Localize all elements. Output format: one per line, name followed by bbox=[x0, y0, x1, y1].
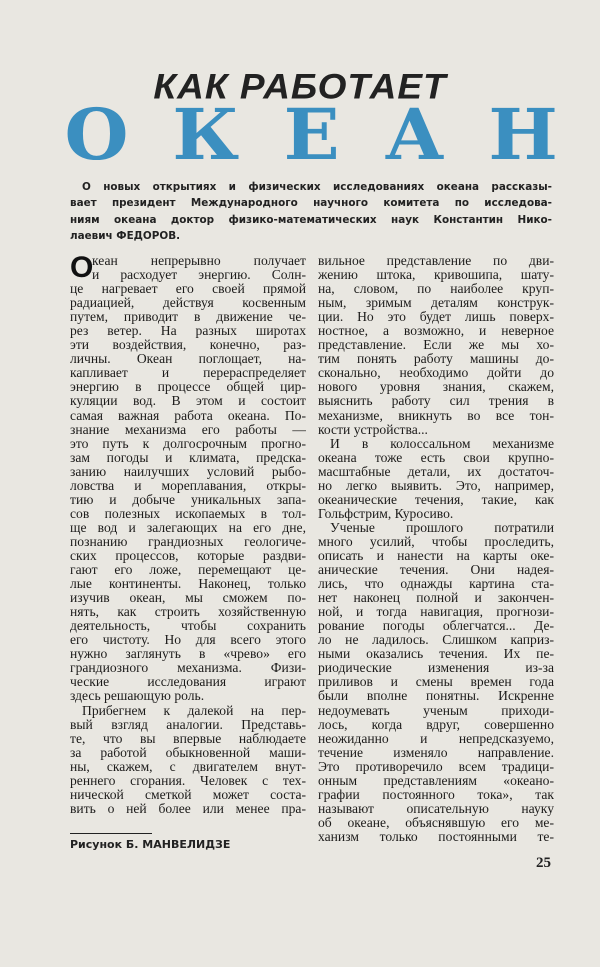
text-line: сов полезных ископаемых в тол- bbox=[70, 506, 306, 521]
article-kicker: КАК РАБОТАЕТ bbox=[153, 67, 447, 106]
text-line: ции. Но это будет лишь поверх- bbox=[318, 310, 554, 325]
text-line: ными оказались течения. Их пе- bbox=[318, 647, 554, 662]
text-line: вильное представление по дви- bbox=[318, 254, 554, 268]
text-line: за работой обыкновенной маши- bbox=[70, 745, 306, 760]
text-line: приливов и смены времен года bbox=[318, 675, 554, 690]
text-line: анические течения. Они надея- bbox=[318, 563, 554, 578]
text-line: ностное, а возможно, и неверное bbox=[318, 324, 554, 339]
text-line: энергию в процессе общей цир- bbox=[70, 380, 306, 395]
text-line: сконально, необходимо дойти до bbox=[318, 366, 554, 381]
text-line: графии постоянного тока», так bbox=[318, 787, 554, 802]
text-line: нет наконец полной и закончен- bbox=[318, 591, 554, 606]
text-line: нять, как строить хозяйственную bbox=[70, 605, 306, 620]
text-line: океана тоже есть свои крупно- bbox=[318, 450, 554, 465]
lead-paragraph bbox=[70, 179, 552, 244]
title-letter: О bbox=[64, 93, 129, 176]
caption-divider bbox=[70, 833, 152, 834]
text-line: самая важная работа океана. По- bbox=[70, 408, 306, 423]
lead-line: О новых открытиях и физических исследованиях океана рассказы- bbox=[82, 181, 552, 193]
text-line: занию наилучших условий рыбо- bbox=[70, 464, 306, 479]
text-line: рование погоды облегчатся... Де- bbox=[318, 619, 554, 634]
text-line: рез ветер. На разных широтах bbox=[70, 324, 306, 339]
title-letter: Н bbox=[488, 93, 558, 176]
text-line: куляции вод. В этом и состоит bbox=[70, 394, 306, 409]
text-line: недоумевать ученым приходи- bbox=[318, 703, 554, 718]
text-line: гают его ложе, перемещают це- bbox=[70, 563, 306, 578]
text-line: ны, скажем, с двигателем внут- bbox=[70, 759, 306, 774]
right-column bbox=[318, 254, 554, 844]
text-line: лись, что однажды картина ста- bbox=[318, 577, 554, 592]
text-line: описать и нанести на карты оке- bbox=[318, 548, 554, 563]
text-line: и расходует энергию. Солн- bbox=[92, 268, 306, 283]
text-line: эти воздействия, конечно, раз- bbox=[70, 338, 306, 353]
text-line: об океане, объяснявшую его ме- bbox=[318, 815, 554, 830]
lead-line: ниям океана доктор физико-математических наук Константин Нико- bbox=[70, 213, 552, 226]
text-line: грандиозного механизма. Физи- bbox=[70, 661, 306, 676]
text-line: реннего сгорания. Человек с тех- bbox=[70, 773, 306, 788]
text-line: ловства и мореплавания, откры- bbox=[70, 478, 306, 493]
illustration-credit: Рисунок Б. МАНВЕЛИДЗЕ bbox=[70, 838, 231, 851]
lead-line: лаевич ФЕДОРОВ. bbox=[70, 229, 181, 242]
text-line: нужно заглянуть в «чрево» его bbox=[70, 647, 306, 662]
left-column bbox=[70, 251, 306, 816]
text-line: те, что вы впервые наблюдаете bbox=[70, 731, 306, 746]
text-line: изучив океан, мы сможем по- bbox=[70, 591, 306, 606]
text-line: это путь к долгосрочным прогно- bbox=[70, 436, 306, 451]
text-line: но легко выявить. Это, например, bbox=[318, 478, 554, 493]
text-line: тию и добыче уникальных запа- bbox=[70, 492, 306, 507]
text-line: лые континенты. Наконец, только bbox=[70, 577, 306, 592]
text-line: зам погоды и климата, предска- bbox=[70, 450, 306, 465]
drop-cap: О bbox=[70, 251, 94, 284]
text-line: ным, зримым деталям конструк- bbox=[318, 296, 554, 311]
text-line: ханизм только постоянными те- bbox=[318, 829, 554, 844]
text-line: кости устройства... bbox=[318, 422, 428, 437]
text-line: течение изменяло направление. bbox=[318, 745, 554, 760]
text-line: называют описательную науку bbox=[318, 801, 554, 816]
text-line: вый взгляд аналогии. Представь- bbox=[70, 717, 306, 732]
text-line: капливает и перераспределяет bbox=[70, 366, 306, 381]
text-line: масштабные детали, их достаточ- bbox=[318, 464, 554, 479]
text-line: ческие исследования играют bbox=[70, 675, 306, 690]
title-letter: Е bbox=[283, 93, 340, 176]
text-line: нической сметкой может соста- bbox=[70, 787, 306, 802]
text-line: выяснить работу сил трения в bbox=[318, 394, 554, 409]
text-line: на, словом, по наиболее круп- bbox=[318, 282, 554, 297]
text-line: онным представлениям «океано- bbox=[318, 773, 554, 788]
text-line: ной, и тогда навигация, прогнози- bbox=[318, 605, 554, 620]
text-line: вить о ней более или менее пра- bbox=[70, 801, 306, 816]
text-line: ских процессов, которые раздви- bbox=[70, 548, 306, 563]
text-line: механизме, вникнуть во все тон- bbox=[318, 408, 554, 423]
text-line: здесь решающую роль. bbox=[70, 689, 205, 704]
text-line: знание механизма его работы — bbox=[70, 422, 306, 437]
text-line: Прибегнем к далекой на пер- bbox=[82, 703, 306, 718]
text-line: океанические течения, такие, как bbox=[318, 492, 554, 507]
text-line: представление. Если же мы хо- bbox=[318, 338, 554, 353]
text-line: лось, когда вдруг, совершенно bbox=[318, 717, 554, 732]
text-line: были вполне понятны. Искренне bbox=[318, 689, 554, 704]
text-line: его чистоту. Но для всего этого bbox=[70, 633, 306, 648]
text-line: Ученые прошлого потратили bbox=[330, 520, 554, 535]
lead-line: вает президент Международного научного комитета по исследова- bbox=[70, 197, 552, 210]
text-line: риодические изменения из-за bbox=[318, 661, 554, 676]
text-line: Гольфстрим, Куросиво. bbox=[318, 506, 454, 521]
text-line: кеан непрерывно получает bbox=[92, 254, 306, 268]
text-line: ще вод и залегающих на его дне, bbox=[70, 520, 306, 535]
text-line: Это противоречило всем традици- bbox=[318, 759, 554, 774]
text-line: радиацией, действуя косвенным bbox=[70, 296, 306, 311]
text-line: много усилий, чтобы проследить, bbox=[318, 534, 554, 549]
text-line: личны. Океан поглощает, на- bbox=[70, 352, 306, 367]
title-letter: К bbox=[172, 93, 240, 176]
title-letter: А bbox=[384, 93, 445, 176]
text-line: неожиданно и непредсказуемо, bbox=[318, 731, 554, 746]
text-line: познанию грандиозных геологиче- bbox=[70, 534, 306, 549]
text-line: И в колоссальном механизме bbox=[330, 436, 554, 451]
text-line: нового уровня знания, скажем, bbox=[318, 380, 554, 395]
text-line: ло не ладилось. Слишком каприз- bbox=[318, 633, 554, 648]
text-line: путем, приводит в движение че- bbox=[70, 310, 306, 325]
text-line: це нагревает его своей прямой bbox=[70, 282, 306, 297]
page-number: 25 bbox=[536, 855, 551, 871]
text-line: деятельность, чтобы сохранить bbox=[70, 619, 306, 634]
article-title bbox=[64, 93, 558, 176]
text-line: тим понять работу машины до- bbox=[318, 352, 554, 367]
text-line: жению штока, кривошипа, шату- bbox=[318, 268, 554, 283]
